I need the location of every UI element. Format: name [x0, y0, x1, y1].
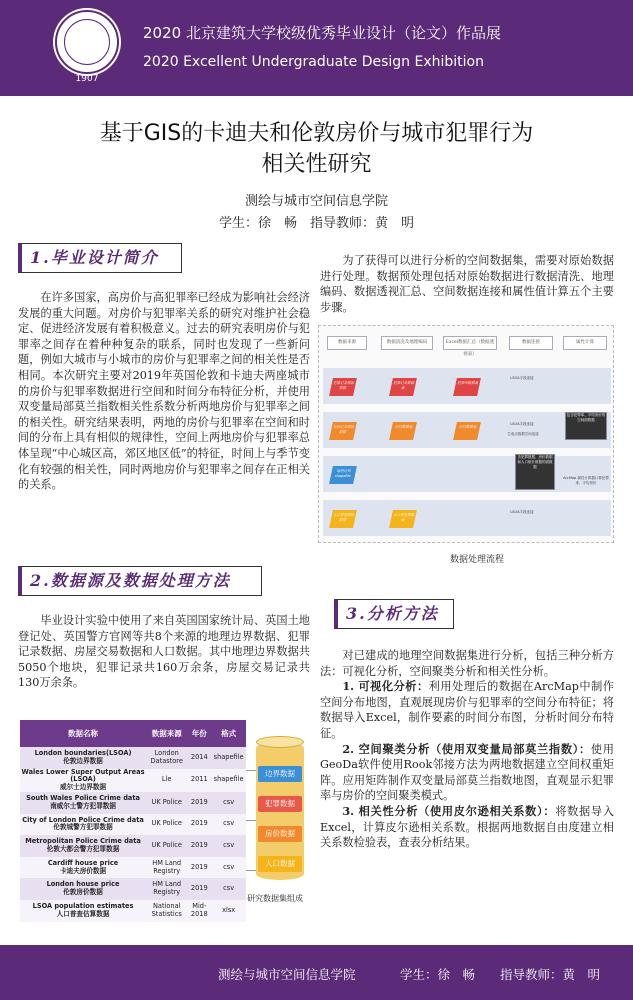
flow-cleaned-price: 房价数据表: [389, 422, 417, 440]
analysis-item-head: 1. 可视化分析：: [342, 679, 429, 694]
analysis-item-body: 将数据导入Excel，计算皮尔逊相关系数。根据两地数据自由度建立相关系数检验表，查表分析结果。: [320, 804, 614, 850]
dataset-name-cn: 威尔士边界数据: [59, 783, 107, 792]
flow-note: 生成点数据空间连接: [507, 432, 539, 436]
table-header-row: [20, 720, 246, 747]
table-header-cell: 数据来源: [146, 720, 187, 747]
dataset-name-en: Wales Lower Super Output Areas (LSOA): [21, 767, 145, 784]
preprocess-paragraph: 为了获得可以进行分析的空间数据集，需要对原始数据进行处理。数据预处理包括对原始数据进行数据清洗、地理编码、数据透视汇总、空间数据连接和属性值计算五个主要步骤。: [320, 254, 614, 314]
dataset-format: csv: [211, 878, 246, 900]
dataset-source: HM Land Registry: [146, 878, 187, 900]
analysis-text: [320, 648, 614, 851]
dataset-name: [20, 769, 146, 792]
dataset-year: Mid-2018: [187, 900, 211, 922]
dataset-source: UK Police: [146, 835, 187, 857]
dataset-name: [20, 792, 146, 814]
intro-paragraph: 在许多国家，高房价与高犯罪率已经成为影响社会经济发展的重大问题。对房价与犯罪率关系的研究对维护社会稳定、促进经济发展有着积极意义。过去的研究表明房价与犯罪率之间存在着种种复杂的联系，同时也发现了一些新问题，例如大城市与小城市的房价与犯罪率之间的相关性是否相同。本次研究主要对2019年英国伦敦和卡迪夫两座城市的房价与犯罪率数据进行空间和时间分布特征分析，并使用双变量局部莫兰指数相关性系数分析两地房价与犯罪率之间的相关性。研究结果表明，两地的房价与犯罪率在空间和时间的分布上具有相似的规律性，空间上两地房价与犯罪率总体呈现“中心城区高，郊区地区低”的特征，时间上与季节变化有较强的相关性，同时两地房价与犯罪率之间存在正相关的关系。: [18, 291, 310, 492]
table-row: [20, 814, 246, 836]
dataset-format: csv: [211, 857, 246, 879]
header-banner: [0, 0, 633, 96]
flow-input-census: 人口普查原始数据: [329, 510, 357, 528]
footer-college: 测绘与城市空间信息学院: [218, 967, 356, 982]
flow-input-crime: 犯罪记录原始数据: [329, 378, 357, 396]
dataset-year: 2014: [187, 747, 211, 769]
dataset-name: [20, 857, 146, 879]
dataset-name-en: Metropolitan Police Crime data: [25, 837, 141, 846]
flow-note: LSOA字段连接: [510, 422, 534, 426]
flow-header: 属性计算: [563, 336, 607, 350]
intro-text: [18, 290, 310, 493]
poster-title-line1: 基于GIS的卡迪夫和伦敦房价与城市犯罪行为: [99, 121, 534, 146]
flow-calc-box: 包含犯罪率、平均房价的空间面数据: [565, 412, 607, 440]
data-source-table: [20, 720, 246, 922]
logo-year: 1907: [75, 74, 99, 84]
dataset-format: shapefile: [211, 747, 246, 769]
table-row: [20, 769, 246, 792]
flowchart-caption: 数据处理流程: [450, 555, 505, 565]
flow-band: [323, 500, 611, 536]
db-label-price: 房价数据: [258, 826, 302, 842]
table-row: [20, 835, 246, 857]
dataset-source: UK Police: [146, 792, 187, 814]
dataset-name-en: City of London Police Crime data: [22, 815, 144, 824]
dataset-name: [20, 900, 146, 922]
preprocess-text: [320, 253, 614, 315]
exhibition-title-en: 2020 Excellent Undergraduate Design Exhibition: [143, 54, 484, 70]
table-header-cell: 年份: [187, 720, 211, 747]
flow-header: 数据来源: [327, 336, 367, 350]
dataset-year: 2019: [187, 857, 211, 879]
analysis-item-head: 2. 空间聚类分析（使用双变量局部莫兰指数）：: [342, 741, 591, 756]
cylinder-top: [256, 736, 304, 748]
dataset-name-en: London house price: [46, 880, 120, 889]
analysis-item-body: 使用GeoDa软件使用Rook邻接方法为两地数据建立空间权重矩阵。应用矩阵制作双变量局部莫兰指数地图，直观显示犯罪率与房价的空间聚类模式。: [320, 742, 614, 803]
dataset-name-en: LSOA population estimates: [32, 901, 134, 910]
flow-cleaned-crime: 犯罪记录数据表: [389, 378, 417, 396]
college-name: 测绘与城市空间信息学院: [244, 194, 388, 209]
dataset-name: [20, 878, 146, 900]
dataset-name-en: London boundaries(LSOA): [34, 749, 132, 757]
dataset-format: xlsx: [211, 900, 246, 922]
flow-note: LSOA字段连接: [510, 376, 534, 380]
dataset-source: London Datastore: [146, 747, 187, 769]
poster-title-line2: 相关性研究: [261, 152, 372, 177]
flow-header: 数据清洗及地理编码: [381, 336, 433, 350]
footer-banner: [0, 945, 633, 1000]
data-processing-flowchart: [318, 325, 614, 543]
exhibition-title-cn: 2020 北京建筑大学校级优秀毕业设计（论文）作品展: [143, 24, 501, 42]
flow-pivot-crime: 犯罪率数据表: [453, 378, 481, 396]
db-label-crime: 犯罪数据: [258, 796, 302, 812]
dataset-year: 2019: [187, 792, 211, 814]
dataset-name-cn: 伦敦边界数据: [63, 756, 103, 765]
flow-result-box: 含犯罪数据、房价数据和人口统计数据的面数据: [515, 454, 555, 490]
flow-note: LSOA字段连接: [510, 510, 534, 514]
flow-header: Excel数据汇总（数据透视表）: [443, 336, 497, 350]
dataset-format: csv: [211, 792, 246, 814]
footer-people: 学生：徐 畅 指导教师：黄 明: [400, 967, 601, 982]
flow-arcmap-note: ArcMap 属性计算器计算犯罪率、平均房价: [563, 476, 609, 485]
flow-input-boundary: 地理边界shapefile: [329, 466, 357, 484]
database-cylinder: [256, 736, 304, 886]
section-heading-analysis: 3.分析方法: [334, 599, 454, 629]
flow-cleaned-census: 人口普查数据表: [389, 510, 417, 528]
dataset-name-cn: 伦敦大都会警方犯罪数据: [46, 844, 120, 853]
flow-pivot-price: 房价数据表: [453, 422, 481, 440]
analysis-item: [320, 679, 614, 741]
data-paragraph: 毕业设计实验中使用了来自英国国家统计局、英国土地登记处、英国警方官网等共8个来源的地理边界数据、犯罪记录数据、房屋交易数据和人口数据。其中地理边界数据共5050个地块，犯罪记录共160万余条，房屋交易记录共130万余条。: [18, 614, 310, 690]
dataset-format: csv: [211, 835, 246, 857]
university-logo: [55, 10, 119, 84]
dataset-format: csv: [211, 814, 246, 836]
dataset-name-en: South Wales Police Crime data: [26, 793, 140, 802]
logo-ring: [64, 19, 110, 65]
dataset-name-en: Cardiff house price: [47, 858, 119, 867]
dataset-year: 2011: [187, 769, 211, 792]
db-label-boundary: 边界数据: [258, 766, 302, 782]
analysis-item-head: 3. 相关性分析（使用皮尔逊相关系数）：: [342, 803, 556, 818]
dataset-year: 2019: [187, 878, 211, 900]
dataset-name-cn: 伦敦城警方犯罪数据: [53, 823, 113, 832]
dataset-name: [20, 835, 146, 857]
analysis-intro: 对已建成的地理空间数据集进行分析，包括三种分析方法：可视化分析，空间聚类分析和相关性分析。: [320, 649, 614, 678]
dataset-name: [20, 747, 146, 769]
dataset-source: HM Land Registry: [146, 857, 187, 879]
dataset-source: National Statistics: [146, 900, 187, 922]
section-heading-data: 2.数据源及数据处理方法: [18, 566, 262, 596]
table-header-cell: 数据名称: [20, 720, 146, 747]
dataset-name-cn: 南威尔士警方犯罪数据: [50, 801, 116, 810]
table-row: [20, 857, 246, 879]
dataset-name-cn: 人口普查估算数据: [56, 909, 110, 918]
author-advisor: 学生：徐 畅 指导教师：黄 明: [218, 216, 414, 231]
table-row: [20, 900, 246, 922]
poster-title: [0, 118, 633, 180]
dataset-name-cn: 伦敦房价数据: [63, 888, 103, 897]
dataset-format: shapefile: [211, 769, 246, 792]
dataset-source: Lle: [146, 769, 187, 792]
table-header-cell: 格式: [211, 720, 246, 747]
table-row: [20, 878, 246, 900]
dataset-source: UK Police: [146, 814, 187, 836]
flow-header: 数据连接: [509, 336, 553, 350]
analysis-item-body: 利用处理后的数据在ArcMap中制作空间分布地图，直观展现房价与犯罪率的空间分布特征；将数据导入Excel，制作要素的时间分布图，分析时间分布特征。: [320, 680, 614, 740]
dataset-year: 2019: [187, 835, 211, 857]
dataset-name-cn: 卡迪夫房价数据: [59, 866, 107, 875]
data-text: [18, 613, 310, 691]
analysis-item: [320, 804, 614, 851]
db-label-population: 人口数据: [258, 856, 302, 872]
dataset-year: 2019: [187, 814, 211, 836]
dataset-name: [20, 814, 146, 836]
flow-input-price: 房价记录原始数据: [329, 422, 357, 440]
table-row: [20, 792, 246, 814]
dataset-caption: 研究数据集组成: [247, 894, 303, 903]
table-row: [20, 747, 246, 769]
analysis-item: [320, 742, 614, 804]
section-heading-intro: 1.毕业设计简介: [18, 243, 182, 273]
